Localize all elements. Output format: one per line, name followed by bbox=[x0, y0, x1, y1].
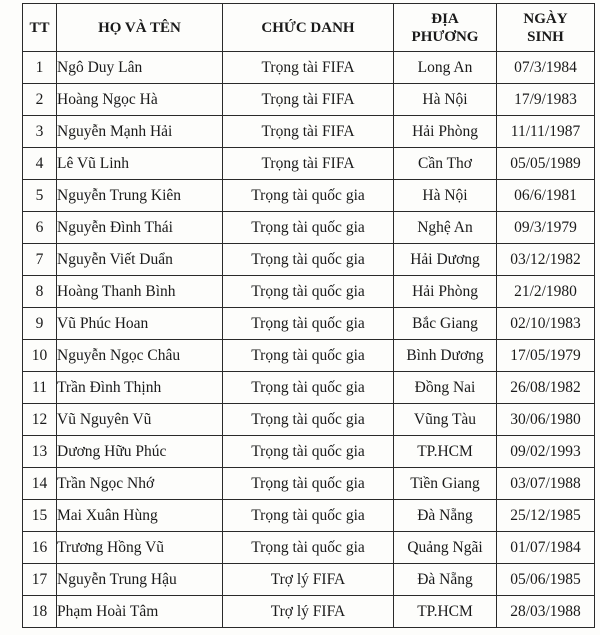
position-title-cell: Trọng tài quốc gia bbox=[223, 500, 394, 532]
row-number-cell: 9 bbox=[23, 308, 57, 340]
locality-cell: TP.HCM bbox=[394, 436, 497, 468]
locality-cell: TP.HCM bbox=[394, 596, 497, 628]
position-title-cell: Trọng tài quốc gia bbox=[223, 468, 394, 500]
position-title-cell: Trợ lý FIFA bbox=[223, 596, 394, 628]
full-name-cell: Trần Đình Thịnh bbox=[57, 372, 223, 404]
birth-date-cell: 26/08/1982 bbox=[497, 372, 595, 404]
full-name-cell: Hoàng Thanh Bình bbox=[57, 276, 223, 308]
row-number-cell: 17 bbox=[23, 564, 57, 596]
row-number-cell: 10 bbox=[23, 340, 57, 372]
position-title-cell: Trọng tài FIFA bbox=[223, 116, 394, 148]
row-number-cell: 16 bbox=[23, 532, 57, 564]
full-name-cell: Nguyễn Ngọc Châu bbox=[57, 340, 223, 372]
row-number-cell: 18 bbox=[23, 596, 57, 628]
birth-date-cell: 25/12/1985 bbox=[497, 500, 595, 532]
header-place bbox=[394, 4, 497, 52]
row-number-cell: 7 bbox=[23, 244, 57, 276]
full-name-cell: Nguyễn Viết Duẩn bbox=[57, 244, 223, 276]
locality-cell: Hải Dương bbox=[394, 244, 497, 276]
table-row bbox=[23, 532, 595, 564]
full-name-cell: Mai Xuân Hùng bbox=[57, 500, 223, 532]
birth-date-cell: 06/6/1981 bbox=[497, 180, 595, 212]
row-number-cell: 5 bbox=[23, 180, 57, 212]
row-number-cell: 2 bbox=[23, 84, 57, 116]
full-name-cell: Phạm Hoài Tâm bbox=[57, 596, 223, 628]
header-title: CHỨC DANH bbox=[223, 4, 394, 52]
table-row bbox=[23, 436, 595, 468]
position-title-cell: Trọng tài FIFA bbox=[223, 148, 394, 180]
full-name-cell: Vũ Nguyên Vũ bbox=[57, 404, 223, 436]
row-number-cell: 6 bbox=[23, 212, 57, 244]
birth-date-cell: 01/07/1984 bbox=[497, 532, 595, 564]
header-dob-line2: SINH bbox=[527, 28, 564, 45]
full-name-cell: Nguyễn Đình Thái bbox=[57, 212, 223, 244]
position-title-cell: Trọng tài FIFA bbox=[223, 52, 394, 84]
full-name-cell: Nguyễn Trung Kiên bbox=[57, 180, 223, 212]
row-number-cell: 12 bbox=[23, 404, 57, 436]
birth-date-cell: 03/12/1982 bbox=[497, 244, 595, 276]
row-number-cell: 1 bbox=[23, 52, 57, 84]
birth-date-cell: 11/11/1987 bbox=[497, 116, 595, 148]
full-name-cell: Nguyễn Mạnh Hải bbox=[57, 116, 223, 148]
position-title-cell: Trọng tài quốc gia bbox=[223, 244, 394, 276]
table-body bbox=[23, 52, 595, 628]
position-title-cell: Trọng tài quốc gia bbox=[223, 180, 394, 212]
row-number-cell: 14 bbox=[23, 468, 57, 500]
birth-date-cell: 05/05/1989 bbox=[497, 148, 595, 180]
table-row bbox=[23, 52, 595, 84]
header-place-line1: ĐỊA bbox=[431, 10, 459, 27]
table-row bbox=[23, 564, 595, 596]
birth-date-cell: 02/10/1983 bbox=[497, 308, 595, 340]
row-number-cell: 4 bbox=[23, 148, 57, 180]
locality-cell: Nghệ An bbox=[394, 212, 497, 244]
row-number-cell: 13 bbox=[23, 436, 57, 468]
birth-date-cell: 28/03/1988 bbox=[497, 596, 595, 628]
full-name-cell: Dương Hữu Phúc bbox=[57, 436, 223, 468]
full-name-cell: Lê Vũ Linh bbox=[57, 148, 223, 180]
full-name-cell: Ngô Duy Lân bbox=[57, 52, 223, 84]
table-row bbox=[23, 468, 595, 500]
locality-cell: Bình Dương bbox=[394, 340, 497, 372]
table-row bbox=[23, 276, 595, 308]
birth-date-cell: 17/9/1983 bbox=[497, 84, 595, 116]
locality-cell: Hải Phòng bbox=[394, 276, 497, 308]
locality-cell: Long An bbox=[394, 52, 497, 84]
table-row bbox=[23, 340, 595, 372]
header-dob bbox=[497, 4, 595, 52]
position-title-cell: Trọng tài quốc gia bbox=[223, 372, 394, 404]
birth-date-cell: 30/06/1980 bbox=[497, 404, 595, 436]
row-number-cell: 15 bbox=[23, 500, 57, 532]
table-row bbox=[23, 180, 595, 212]
row-number-cell: 11 bbox=[23, 372, 57, 404]
position-title-cell: Trọng tài quốc gia bbox=[223, 340, 394, 372]
locality-cell: Đồng Nai bbox=[394, 372, 497, 404]
table-row bbox=[23, 244, 595, 276]
locality-cell: Đà Nẵng bbox=[394, 500, 497, 532]
locality-cell: Đà Nẵng bbox=[394, 564, 497, 596]
position-title-cell: Trọng tài quốc gia bbox=[223, 436, 394, 468]
header-tt: TT bbox=[23, 4, 57, 52]
row-number-cell: 3 bbox=[23, 116, 57, 148]
position-title-cell: Trọng tài quốc gia bbox=[223, 308, 394, 340]
locality-cell: Hải Phòng bbox=[394, 116, 497, 148]
table-row bbox=[23, 116, 595, 148]
header-place-line2: PHƯƠNG bbox=[411, 28, 479, 45]
referee-table bbox=[22, 3, 595, 628]
header-dob-line1: NGÀY bbox=[523, 10, 568, 27]
header-name: HỌ VÀ TÊN bbox=[57, 4, 223, 52]
birth-date-cell: 09/3/1979 bbox=[497, 212, 595, 244]
position-title-cell: Trọng tài FIFA bbox=[223, 84, 394, 116]
position-title-cell: Trợ lý FIFA bbox=[223, 564, 394, 596]
locality-cell: Bắc Giang bbox=[394, 308, 497, 340]
locality-cell: Hà Nội bbox=[394, 180, 497, 212]
birth-date-cell: 05/06/1985 bbox=[497, 564, 595, 596]
birth-date-cell: 03/07/1988 bbox=[497, 468, 595, 500]
table-row bbox=[23, 84, 595, 116]
row-number-cell: 8 bbox=[23, 276, 57, 308]
birth-date-cell: 17/05/1979 bbox=[497, 340, 595, 372]
table-row bbox=[23, 596, 595, 628]
locality-cell: Vũng Tàu bbox=[394, 404, 497, 436]
locality-cell: Quảng Ngãi bbox=[394, 532, 497, 564]
table-row bbox=[23, 212, 595, 244]
birth-date-cell: 09/02/1993 bbox=[497, 436, 595, 468]
birth-date-cell: 07/3/1984 bbox=[497, 52, 595, 84]
header-row bbox=[23, 4, 595, 52]
position-title-cell: Trọng tài quốc gia bbox=[223, 404, 394, 436]
full-name-cell: Trần Ngọc Nhớ bbox=[57, 468, 223, 500]
locality-cell: Cần Thơ bbox=[394, 148, 497, 180]
full-name-cell: Vũ Phúc Hoan bbox=[57, 308, 223, 340]
table-row bbox=[23, 500, 595, 532]
table-row bbox=[23, 308, 595, 340]
table-row bbox=[23, 372, 595, 404]
locality-cell: Hà Nội bbox=[394, 84, 497, 116]
position-title-cell: Trọng tài quốc gia bbox=[223, 532, 394, 564]
full-name-cell: Trương Hồng Vũ bbox=[57, 532, 223, 564]
full-name-cell: Nguyễn Trung Hậu bbox=[57, 564, 223, 596]
locality-cell: Tiền Giang bbox=[394, 468, 497, 500]
birth-date-cell: 21/2/1980 bbox=[497, 276, 595, 308]
table-row bbox=[23, 148, 595, 180]
table-row bbox=[23, 404, 595, 436]
position-title-cell: Trọng tài quốc gia bbox=[223, 276, 394, 308]
position-title-cell: Trọng tài quốc gia bbox=[223, 212, 394, 244]
full-name-cell: Hoàng Ngọc Hà bbox=[57, 84, 223, 116]
